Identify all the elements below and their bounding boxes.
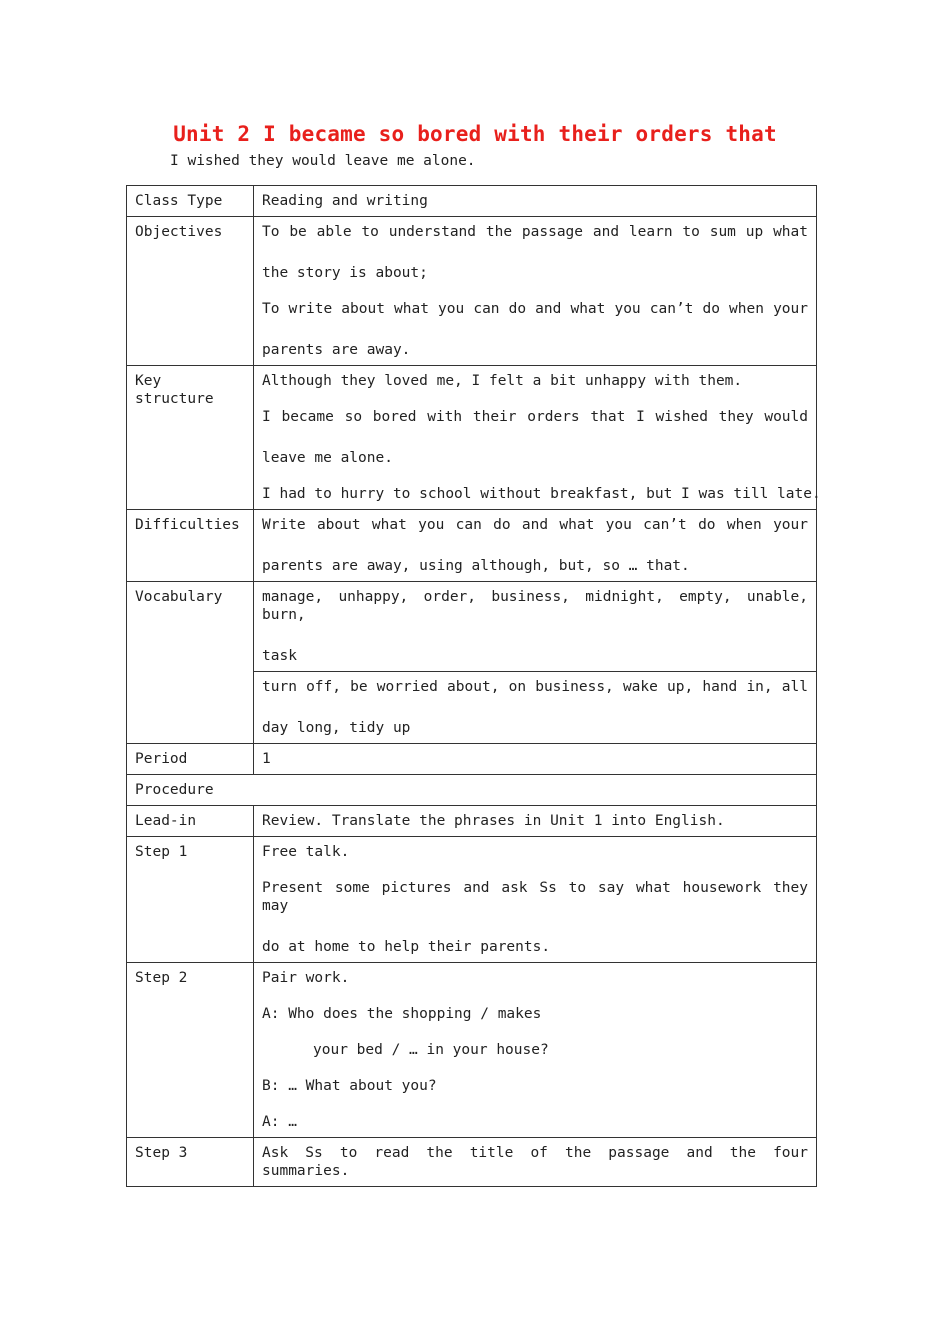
key-structure-line-3: leave me alone.: [262, 450, 393, 466]
label-lead-in: Lead-in: [127, 806, 254, 837]
value-vocabulary-phrases: [254, 672, 817, 744]
step-1-line-3: do at home to help their parents.: [262, 939, 551, 955]
objectives-line-3: To write about what you can do and what you can’t do when your: [262, 301, 808, 317]
step-2-line-2: A: Who does the shopping / makes: [262, 1006, 542, 1022]
table-row-class-type: [127, 186, 817, 217]
step-2-line-3: your bed / … in your house?: [313, 1042, 549, 1058]
table-row-vocabulary-words: [127, 582, 817, 672]
objectives-line-4: parents are away.: [262, 342, 411, 358]
label-step-2: Step 2: [127, 963, 254, 1138]
value-step-1: [254, 837, 817, 963]
key-structure-line-1: Although they loved me, I felt a bit unhappy with them.: [262, 373, 743, 389]
value-key-structure: [254, 366, 821, 510]
label-step-3: Step 3: [127, 1138, 254, 1187]
vocabulary-phrases-line-1: turn off, be worried about, on business, wake up, hand in, all: [262, 679, 808, 695]
table-row-lead-in: [127, 806, 817, 837]
vocabulary-phrases-line-2: day long, tidy up: [262, 720, 411, 736]
label-key-structure: Key structure: [127, 366, 254, 510]
value-period: 1: [254, 744, 817, 775]
table-row-difficulties: [127, 510, 817, 582]
value-lead-in: Review. Translate the phrases in Unit 1 into English.: [254, 806, 817, 837]
key-structure-line-4: I had to hurry to school without breakfast, but I was till late.: [262, 486, 821, 502]
value-step-3: [254, 1138, 817, 1187]
difficulties-line-2: parents are away, using although, but, so … that.: [262, 558, 690, 574]
document-title: Unit 2 I became so bored with their orders that: [173, 122, 777, 146]
table-row-key-structure: [127, 366, 817, 510]
step-3-line-1: Ask Ss to read the title of the passage and the four summaries.: [262, 1145, 808, 1179]
objectives-line-2: the story is about;: [262, 265, 428, 281]
table-row-objectives: [127, 217, 817, 366]
value-difficulties: [254, 510, 817, 582]
difficulties-line-1: Write about what you can do and what you can’t do when your: [262, 517, 808, 533]
step-1-line-1: Free talk.: [262, 844, 350, 860]
value-step-2: [254, 963, 817, 1138]
lesson-plan-table: [126, 185, 821, 1187]
value-class-type: Reading and writing: [254, 186, 817, 217]
table-row-step-2: [127, 963, 817, 1138]
document-subtitle: I wished they would leave me alone.: [170, 153, 476, 169]
objectives-line-1: To be able to understand the passage and learn to sum up what: [262, 224, 808, 240]
table-row-step-1: [127, 837, 817, 963]
vocabulary-words-line-1: manage, unhappy, order, business, midnight, empty, unable, burn,: [262, 589, 808, 623]
label-difficulties: Difficulties: [127, 510, 254, 582]
table-row-step-3: [127, 1138, 817, 1187]
step-2-line-1: Pair work.: [262, 970, 350, 986]
table-row-procedure: [127, 775, 817, 806]
vocabulary-words-line-2: task: [262, 648, 297, 664]
key-structure-line-2: I became so bored with their orders that I wished they would: [262, 409, 808, 425]
label-vocabulary: Vocabulary: [127, 582, 254, 744]
label-period: Period: [127, 744, 254, 775]
label-objectives: Objectives: [127, 217, 254, 366]
value-vocabulary-words: [254, 582, 817, 672]
label-procedure: Procedure: [127, 775, 817, 806]
table-row-period: [127, 744, 817, 775]
label-class-type: Class Type: [127, 186, 254, 217]
step-2-line-4: B: … What about you?: [262, 1078, 437, 1094]
step-2-line-5: A: …: [262, 1114, 297, 1130]
step-1-line-2: Present some pictures and ask Ss to say what housework they may: [262, 880, 808, 914]
label-step-1: Step 1: [127, 837, 254, 963]
value-objectives: [254, 217, 817, 366]
